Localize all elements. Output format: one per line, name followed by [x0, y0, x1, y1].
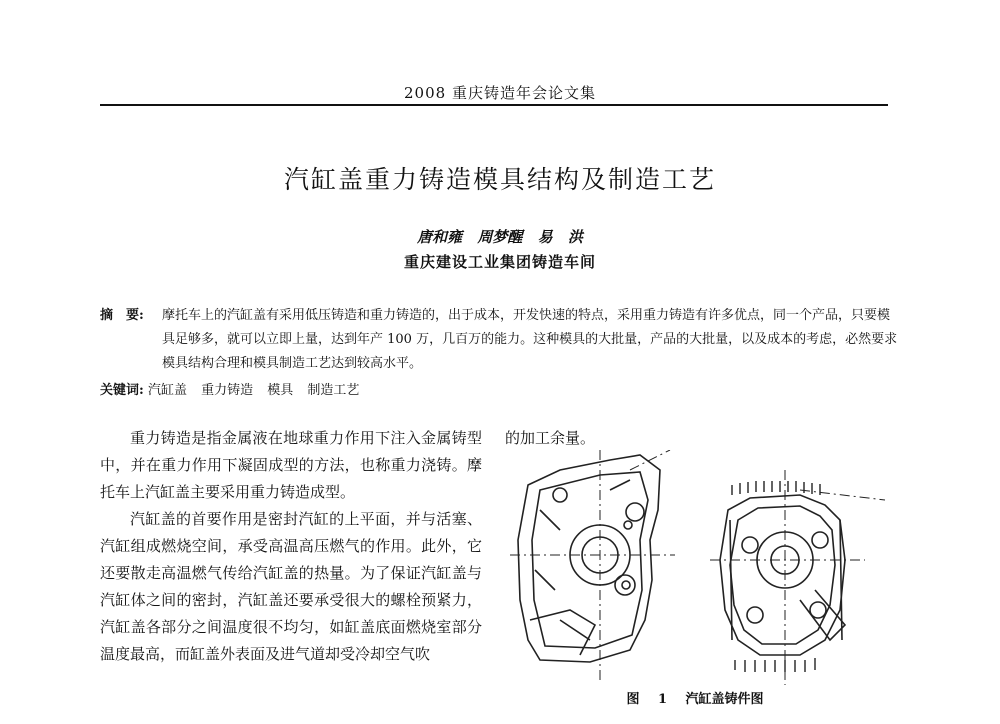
keywords-text: 汽缸盖 重力铸造 模具 制造工艺 — [147, 383, 360, 398]
figure-caption: 图 1 汽缸盖铸件图 — [626, 692, 764, 707]
body-right-column-start: 的加工余量。 — [505, 429, 596, 447]
abstract-text: 摩托车上的汽缸盖有采用低压铸造和重力铸造的，出于成本，开发快速的特点，采用重力铸造有许多优点，同一个产品，只要模具足够多，就可以立即上量，达到年产 100 万，几百万的能力。这种模具的大批量，产品的大批量，以及成本的考虑，必然要求模具结构合理和模具制造工艺达到较高水平。 — [162, 308, 898, 371]
body-paragraph: 汽缸盖的首要作用是密封汽缸的上平面，并与活塞、汽缸组成燃烧空间，承受高温高压燃气的作用。此外，它还要散走高温燃气传给汽缸盖的热量。为了保证汽缸盖与汽缸体之间的密封，汽缸盖还要承受很大的螺栓预紧力，汽缸盖各部分之间温度很不均匀，如缸盖底面燃烧室部分温度最高，而缸盖外表面及进气道却受冷却空气吹 — [100, 510, 482, 663]
header-rule — [100, 104, 888, 106]
abstract-label: 摘 要: — [100, 308, 144, 323]
cylinder-head-casting-drawing — [500, 450, 890, 705]
body-left-column — [100, 425, 482, 668]
paper-affiliation: 重庆建设工业集团铸造车间 — [403, 253, 596, 271]
paper-title: 汽缸盖重力铸造模具结构及制造工艺 — [283, 165, 716, 194]
running-header: 2008 重庆铸造年会论文集 — [404, 84, 596, 102]
keywords — [100, 380, 900, 402]
paper-authors: 唐和雍 周梦醒 易 洪 — [417, 228, 583, 246]
keywords-label: 关键词: — [100, 383, 144, 398]
abstract — [100, 304, 900, 376]
body-paragraph: 重力铸造是指金属液在地球重力作用下注入金属铸型中，并在重力作用下凝固成型的方法，也称重力浇铸。摩托车上汽缸盖主要采用重力铸造成型。 — [100, 429, 482, 501]
